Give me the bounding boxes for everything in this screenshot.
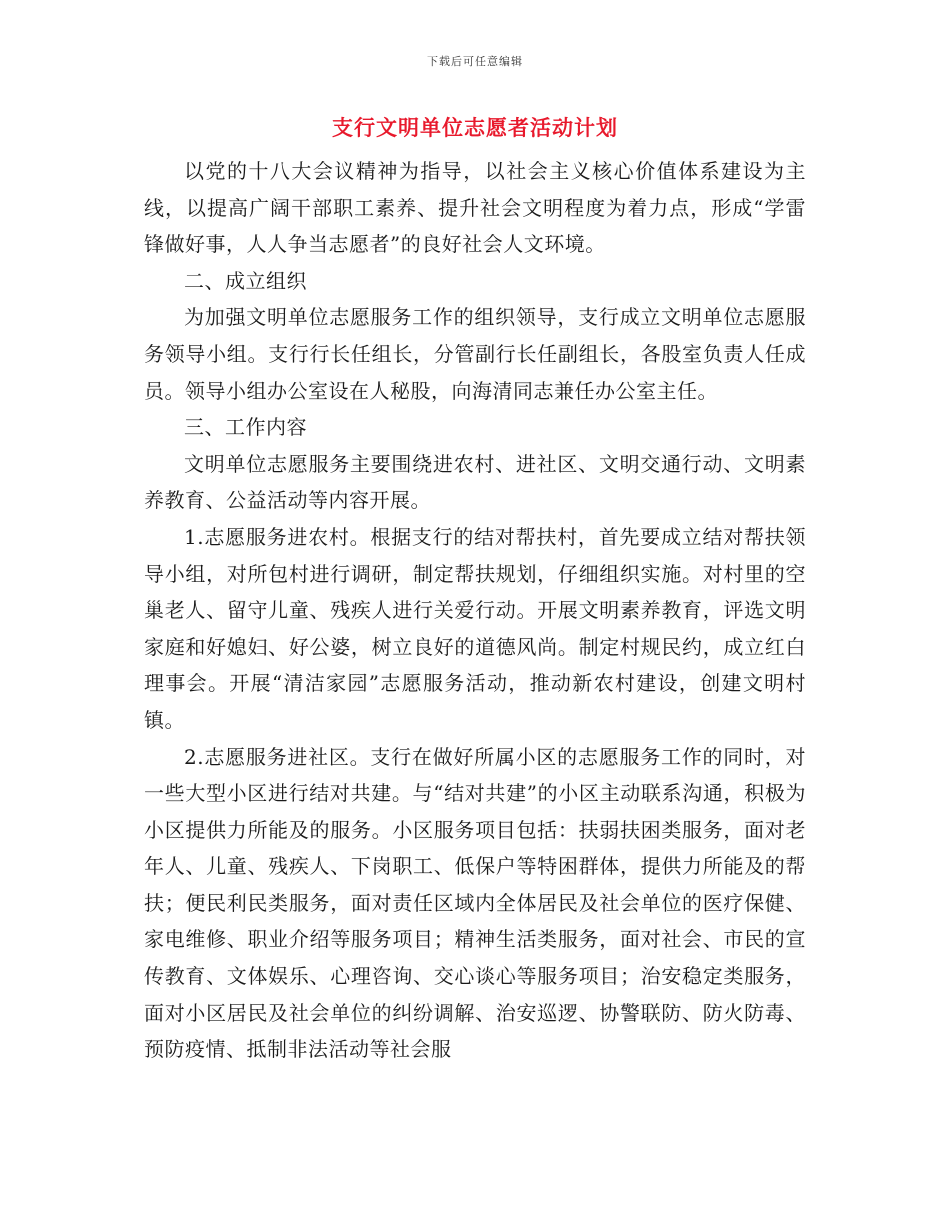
paragraph-rural-service: 1.志愿服务进农村。根据支行的结对帮扶村，首先要成立结对帮扶领导小组，对所包村进行调研，制定帮扶规划，仔细组织实施。对村里的空巢老人、留守儿童、残疾人进行关爱行动。开展文明素养教育，评选文明家庭和好媳妇、好公婆，树立良好的道德风尚。制定村规民约，成立红白理事会。开展“清洁家园”志愿服务活动，推动新农村建设，创建文明村镇。 bbox=[144, 524, 806, 732]
paragraph-intro: 以党的十八大会议精神为指导，以社会主义核心价值体系建设为主线，以提高广阔干部职工素养、提升社会文明程度为着力点，形成“学雷锋做好事，人人争当志愿者”的良好社会人文环境。 bbox=[144, 159, 806, 257]
section-heading-organization: 二、成立组织 bbox=[184, 268, 307, 293]
document-body bbox=[144, 153, 806, 1068]
paragraph-organization: 为加强文明单位志愿服务工作的组织领导，支行成立文明单位志愿服务领导小组。支行行长任组长，分管副行长任副组长，各股室负责人任成员。领导小组办公室设在人秘股，向海清同志兼任办公室主任。 bbox=[144, 305, 806, 403]
document-title: 支行文明单位志愿者活动计划 bbox=[332, 116, 618, 140]
section-heading-work-content: 三、工作内容 bbox=[184, 415, 307, 440]
header-note: 下载后可任意编辑 bbox=[427, 55, 523, 68]
paragraph-work-content: 文明单位志愿服务主要围绕进农村、进社区、文明交通行动、文明素养教育、公益活动等内容开展。 bbox=[144, 451, 806, 513]
paragraph-community-service: 2.志愿服务进社区。支行在做好所属小区的志愿服务工作的同时，对一些大型小区进行结对共建。与“结对共建”的小区主动联系沟通，积极为小区提供力所能及的服务。小区服务项目包括：扶弱扶困类服务，面对老年人、儿童、残疾人、下岗职工、低保户等特困群体，提供力所能及的帮扶；便民利民类服务，面对责任区域内全体居民及社会单位的医疗保健、家电维修、职业介绍等服务项目；精神生活类服务，面对社会、市民的宣传教育、文体娱乐、心理咨询、交心谈心等服务项目；治安稳定类服务，面对小区居民及社会单位的纠纷调解、治安巡逻、协警联防、防火防毒、预防疫情、抵制非法活动等社会服 bbox=[144, 744, 806, 1062]
